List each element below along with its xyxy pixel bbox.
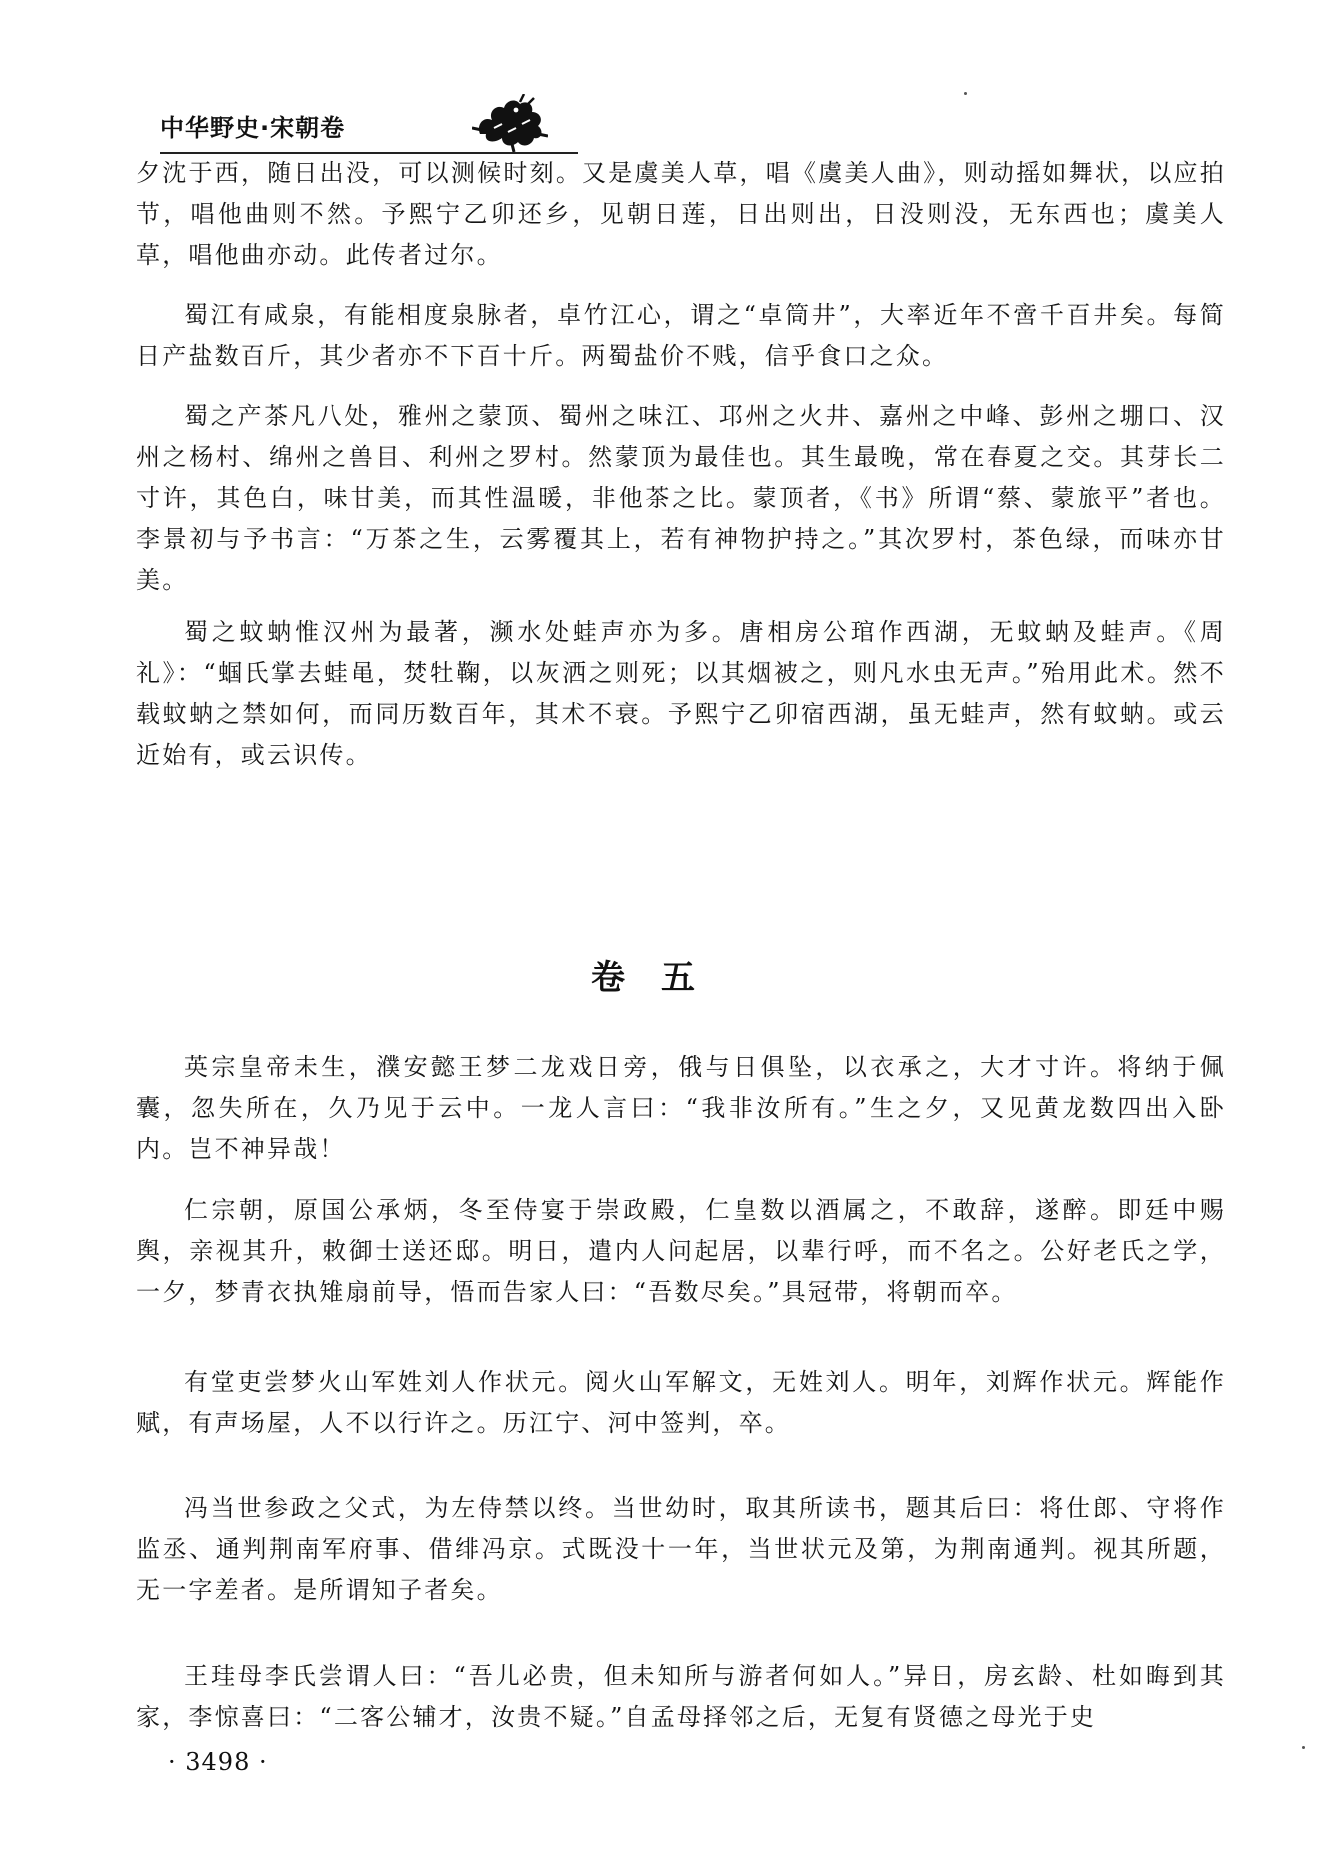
paragraph-yingzong: 英宗皇帝未生，濮安懿王梦二龙戏日旁，俄与日俱坠，以衣承之，大才寸许。将纳于佩囊，忽失所在，久乃见于云中。一龙人言曰：“我非汝所有。”生之夕，又见黄龙数四出入卧内。岂不神异哉！ [136, 1053, 1226, 1163]
dragon-icon [472, 94, 548, 152]
paragraph-tea: 蜀之产茶凡八处，雅州之蒙顶、蜀州之味江、邛州之火井、嘉州之中峰、彭州之堋口、汉州之杨村、绵州之兽目、利州之罗村。然蒙顶为最佳也。其生最晚，常在春夏之交。其芽长二寸许，其色白，味甘美，而其性温暖，非他茶之比。蒙顶者，《书》所谓“蔡、蒙旅平”者也。李景初与予书言：“万茶之生，云雾覆其上，若有神物护持之。”其次罗村，茶色绿，而味亦甘美。 [136, 402, 1226, 594]
paragraph-clerk-dream: 有堂吏尝梦火山军姓刘人作状元。阅火山军解文，无姓刘人。明年，刘辉作状元。辉能作赋，有声场屋，人不以行许之。历江宁、河中签判，卒。 [136, 1368, 1226, 1437]
running-header [160, 94, 580, 156]
chapter-title: 卷五 [591, 958, 731, 998]
paragraph-feng-dangshi: 冯当世参政之父式，为左侍禁以终。当世幼时，取其所读书，题其后曰：将仕郎、守将作监丞、通判荆南军府事、借绯冯京。式既没十一年，当世状元及第，为荆南通判。视其所题，无一字差者。是所谓知子者矣。 [136, 1494, 1226, 1604]
page-number: · 3498 · [168, 1748, 268, 1776]
paragraph-continued: 夕沈于西，随日出没，可以测候时刻。又是虞美人草，唱《虞美人曲》，则动摇如舞状，以应拍节，唱他曲则不然。予熙宁乙卯还乡，见朝日莲，日出则出，日没则没，无东西也；虞美人草，唱他曲亦动。此传者过尔。 [136, 159, 1226, 269]
book-title: 中华野史·宋朝卷 [160, 114, 346, 142]
paragraph-wang-gui-mother: 王珪母李氏尝谓人曰：“吾儿必贵，但未知所与游者何如人。”异日，房玄龄、杜如晦到其家，李惊喜曰：“二客公辅才，汝贵不疑。”自孟母择邻之后，无复有贤德之母光于史 [136, 1662, 1226, 1731]
paragraph-renzong: 仁宗朝，原国公承炳，冬至侍宴于崇政殿，仁皇数以酒属之，不敢辞，遂醉。即廷中赐舆，亲视其升，敕御士送还邸。明日，遣内人问起居，以辈行呼，而不名之。公好老氏之学，一夕，梦青衣执雉扇前导，悟而告家人曰：“吾数尽矣。”具冠带，将朝而卒。 [136, 1196, 1226, 1306]
scan-speck [1302, 1746, 1305, 1749]
paragraph-salt-wells: 蜀江有咸泉，有能相度泉脉者，卓竹江心，谓之“卓筒井”，大率近年不啻千百井矣。每简日产盐数百斤，其少者亦不下百十斤。两蜀盐价不贱，信乎食口之众。 [136, 301, 1226, 370]
scan-speck [964, 92, 967, 95]
paragraph-mosquitoes: 蜀之蚊蚋惟汉州为最著，濒水处蛙声亦为多。唐相房公琯作西湖，无蚊蚋及蛙声。《周礼》：“蝈氏掌去蛙黾，焚牡鞠，以灰洒之则死；以其烟被之，则凡水虫无声。”殆用此术。然不载蚊蚋之禁如何，而同历数百年，其术不衰。予熙宁乙卯宿西湖，虽无蛙声，然有蚊蚋。或云近始有，或云识传。 [136, 618, 1226, 769]
